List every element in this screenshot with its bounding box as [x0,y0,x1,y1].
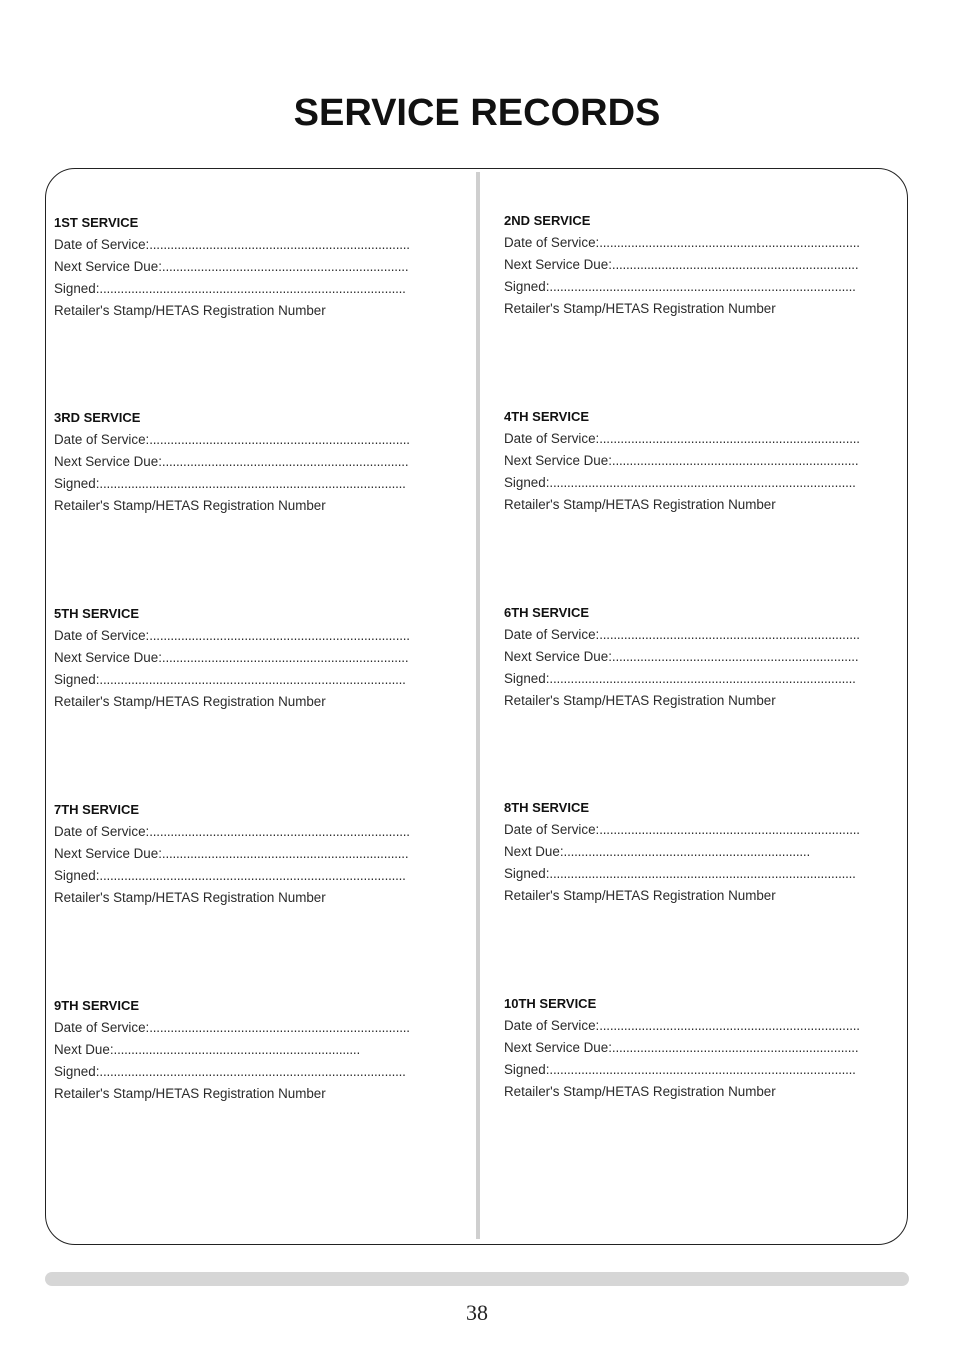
next-service-due-label: Next Service Due: [504,256,612,272]
date-of-service-label: Date of Service: [504,431,600,446]
date-of-service-field[interactable]: Date of Service:.......................................................................... [504,431,860,446]
date-of-service-field[interactable]: Date of Service:.......................................................................... [504,235,860,250]
retailer-stamp-label: Retailer's Stamp/HETAS Registration Number [504,1083,776,1099]
service-record-10 [504,993,904,1103]
signed-label: Signed: [54,1063,100,1079]
signed-label: Signed: [504,474,550,490]
retailer-stamp-label: Retailer's Stamp/HETAS Registration Number [504,300,776,316]
signed-label: Signed: [504,278,550,294]
next-service-due-label: Next Service Due: [54,453,162,469]
page-title: SERVICE RECORDS [293,92,661,134]
date-of-service-field[interactable]: Date of Service:.......................................................................... [54,237,410,252]
column-divider [476,172,480,1239]
next-service-due-field[interactable]: Next Service Due:...................................................................... [504,648,859,664]
signed-label: Signed: [54,475,100,491]
service-heading: 3RD SERVICE [54,410,141,425]
service-record-4 [504,406,904,516]
page-number: 38 [466,1300,488,1325]
footer-bar [45,1272,909,1286]
service-heading: 4TH SERVICE [504,409,590,424]
service-heading: 2ND SERVICE [504,213,591,228]
service-record-7 [54,799,454,909]
signed-field[interactable]: Signed:....................................................................................... [54,671,406,687]
signed-field[interactable]: Signed:....................................................................................... [504,278,856,294]
service-heading: 10TH SERVICE [504,996,597,1011]
next-service-due-label: Next Service Due: [504,1039,612,1055]
retailer-stamp-label: Retailer's Stamp/HETAS Registration Number [504,887,776,903]
retailer-stamp-label: Retailer's Stamp/HETAS Registration Number [504,496,776,512]
date-of-service-label: Date of Service: [504,235,600,250]
date-of-service-field[interactable]: Date of Service:.......................................................................... [504,1018,860,1033]
next-service-due-label: Next Service Due: [504,452,612,468]
next-service-due-field[interactable]: Next Service Due:...................................................................... [504,1039,859,1055]
date-of-service-label: Date of Service: [54,628,150,643]
service-heading: 9TH SERVICE [54,998,140,1013]
signed-field[interactable]: Signed:....................................................................................... [54,867,406,883]
service-record-2 [504,210,904,320]
signed-label: Signed: [504,670,550,686]
signed-field[interactable]: Signed:....................................................................................... [504,1061,856,1077]
date-of-service-field[interactable]: Date of Service:.......................................................................... [54,432,410,447]
retailer-stamp-label: Retailer's Stamp/HETAS Registration Number [504,692,776,708]
service-record-6 [504,602,904,712]
next-service-due-field[interactable]: Next Service Due:...................................................................... [54,258,409,274]
retailer-stamp-label: Retailer's Stamp/HETAS Registration Number [54,497,326,513]
retailer-stamp-label: Retailer's Stamp/HETAS Registration Number [54,889,326,905]
date-of-service-label: Date of Service: [54,432,150,447]
signed-label: Signed: [504,865,550,881]
signed-label: Signed: [54,280,100,296]
next-service-due-label: Next Service Due: [54,845,162,861]
service-heading: 7TH SERVICE [54,802,140,817]
signed-field[interactable]: Signed:....................................................................................... [504,865,856,881]
date-of-service-label: Date of Service: [504,822,600,837]
date-of-service-label: Date of Service: [54,824,150,839]
date-of-service-label: Date of Service: [504,1018,600,1033]
signed-label: Signed: [54,867,100,883]
signed-field[interactable]: Signed:....................................................................................... [504,670,856,686]
date-of-service-label: Date of Service: [54,1020,150,1035]
next-service-due-label: Next Service Due: [54,649,162,665]
service-heading: 5TH SERVICE [54,606,140,621]
service-heading: 6TH SERVICE [504,605,590,620]
signed-label: Signed: [504,1061,550,1077]
service-record-5 [54,603,454,713]
signed-field[interactable]: Signed:....................................................................................... [54,475,406,491]
date-of-service-field[interactable]: Date of Service:.......................................................................... [54,628,410,643]
retailer-stamp-label: Retailer's Stamp/HETAS Registration Number [54,302,326,318]
retailer-stamp-label: Retailer's Stamp/HETAS Registration Number [54,693,326,709]
date-of-service-label: Date of Service: [54,237,150,252]
signed-label: Signed: [54,671,100,687]
service-record-3 [54,407,454,517]
next-due-label: Next Due: [504,843,564,859]
date-of-service-field[interactable]: Date of Service:.......................................................................... [54,1020,410,1035]
next-service-due-field[interactable]: Next Service Due:...................................................................... [504,256,859,272]
next-service-due-field[interactable]: Next Service Due:...................................................................... [54,845,409,861]
next-due-field[interactable]: Next Due:...................................................................... [54,1041,360,1057]
next-due-field[interactable]: Next Due:...................................................................... [504,843,810,859]
next-service-due-label: Next Service Due: [54,258,162,274]
date-of-service-field[interactable]: Date of Service:.......................................................................... [504,627,860,642]
service-record-1 [54,212,454,322]
retailer-stamp-label: Retailer's Stamp/HETAS Registration Number [54,1085,326,1101]
signed-field[interactable]: Signed:....................................................................................... [54,1063,406,1079]
service-record-8 [504,797,904,907]
signed-field[interactable]: Signed:....................................................................................... [504,474,856,490]
next-service-due-field[interactable]: Next Service Due:...................................................................... [54,649,409,665]
signed-field[interactable]: Signed:....................................................................................... [54,280,406,296]
date-of-service-field[interactable]: Date of Service:.......................................................................... [54,824,410,839]
date-of-service-field[interactable]: Date of Service:.......................................................................... [504,822,860,837]
service-heading: 8TH SERVICE [504,800,590,815]
next-due-label: Next Due: [54,1041,114,1057]
next-service-due-field[interactable]: Next Service Due:...................................................................... [504,452,859,468]
next-service-due-label: Next Service Due: [504,648,612,664]
date-of-service-label: Date of Service: [504,627,600,642]
next-service-due-field[interactable]: Next Service Due:...................................................................... [54,453,409,469]
service-heading: 1ST SERVICE [54,215,139,230]
service-record-9 [54,995,454,1105]
